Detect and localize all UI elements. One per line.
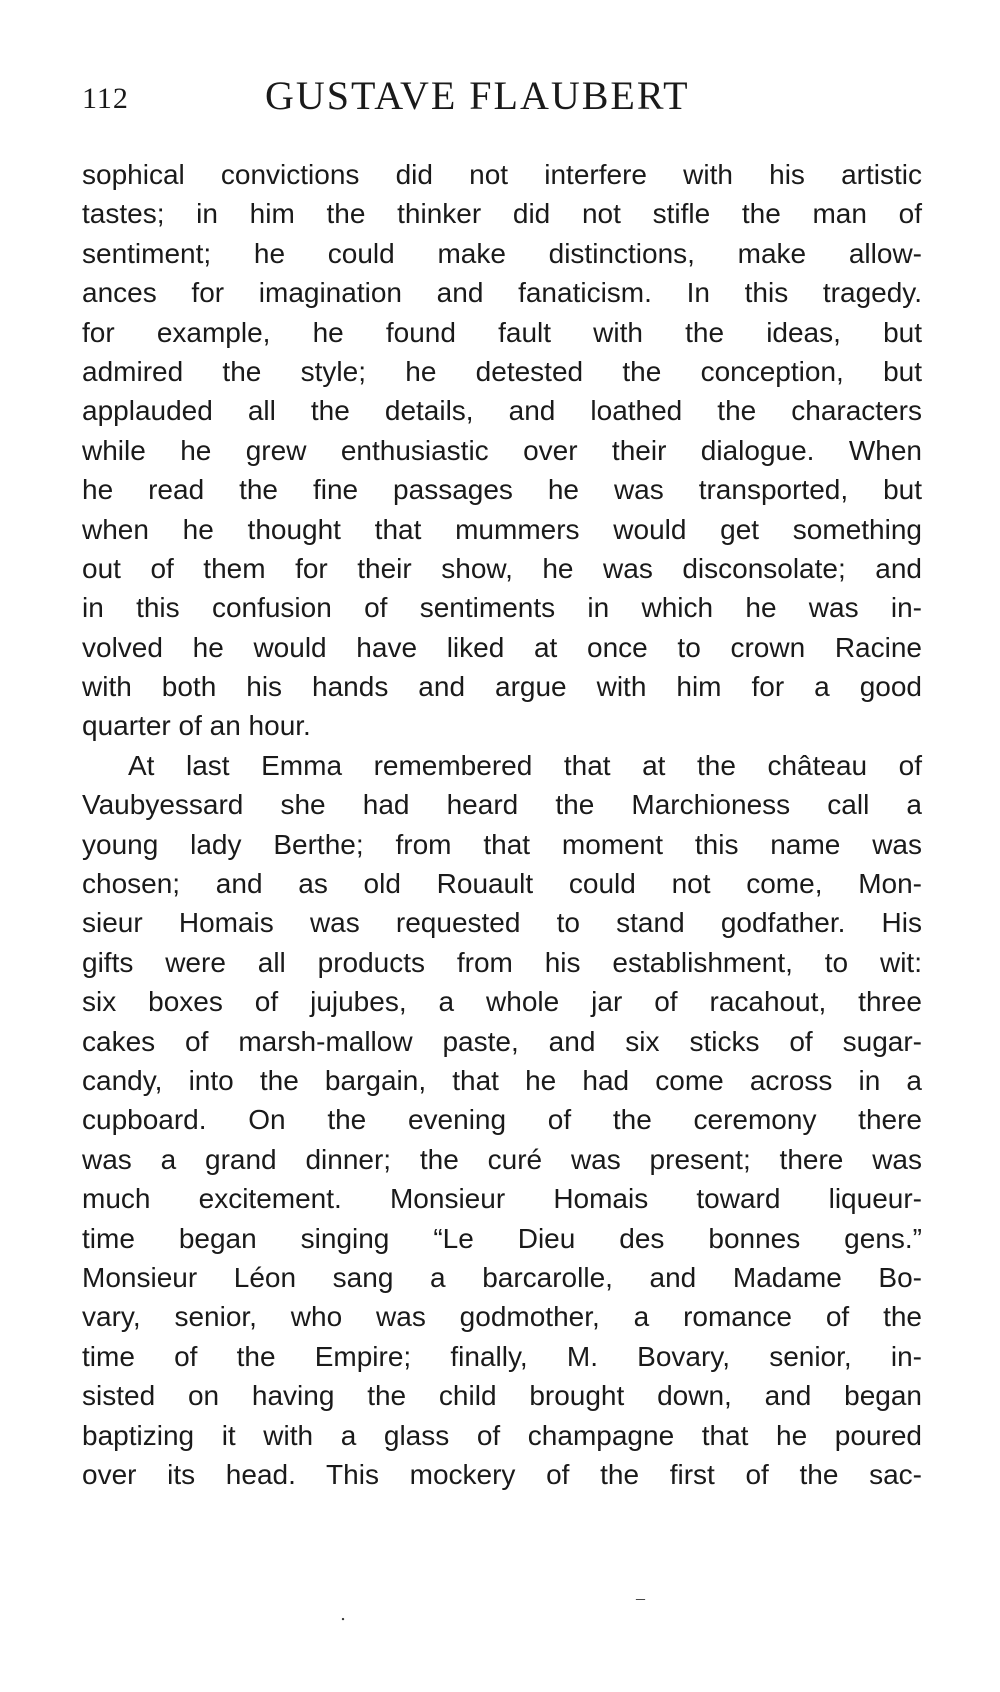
text-line: gifts were all products from his establishment, to wit: [82,946,922,978]
page-header [82,72,916,122]
text-line: applauded all the details, and loathed the characters [82,395,922,427]
print-speck-icon: ․ [340,1604,347,1624]
text-line: chosen; and as old Rouault could not come, Mon- [82,868,922,900]
text-line: sophical convictions did not interfere with his artistic [82,159,922,190]
text-line: candy, into the bargain, that he had come across in a [82,1064,922,1096]
text-line: while he grew enthusiastic over their dialogue. When [82,434,922,466]
text-line: over its head. This mockery of the first of the sac- [82,1458,922,1490]
paragraph [82,155,922,746]
text-line: young lady Berthe; from that moment this name was [82,828,922,860]
body-text [82,155,922,1494]
text-line: when he thought that mummers would get something [82,513,922,545]
text-line: was a grand dinner; the curé was present; there was [82,1143,922,1175]
text-line: cakes of marsh-mallow paste, and six sticks of sugar- [82,1025,922,1057]
paragraph [82,746,922,1494]
text-line: At last Emma remembered that at the château of [128,749,922,781]
text-line: sisted on having the child brought down, and began [82,1380,922,1412]
page-number: 112 [82,82,129,115]
text-line: baptizing it with a glass of champagne that he poured [82,1419,922,1451]
text-line: volved he would have liked at once to crown Racine [82,631,922,663]
text-line: in this confusion of sentiments in which he was in- [82,592,922,624]
print-speck-icon: – [636,1588,645,1608]
text-line: sentiment; he could make distinctions, make allow- [82,237,922,269]
text-line: he read the fine passages he was transported, but [82,474,922,506]
text-line: ances for imagination and fanaticism. In this tragedy. [82,277,922,309]
text-line: out of them for their show, he was disconsolate; and [82,552,922,584]
text-line: much excitement. Monsieur Homais toward liqueur- [82,1183,922,1215]
text-line: admired the style; he detested the conception, but [82,355,922,387]
text-line: six boxes of jujubes, a whole jar of racahout, three [82,986,922,1018]
text-line: sieur Homais was requested to stand godfather. His [82,907,922,939]
text-line: tastes; in him the thinker did not stifle the man of [82,198,922,230]
text-line: quarter of an hour. [82,710,311,742]
text-line: time began singing “Le Dieu des bonnes gens.” [82,1222,922,1254]
running-title: GUSTAVE FLAUBERT [265,73,690,118]
text-line: cupboard. On the evening of the ceremony there [82,1104,922,1136]
text-line: time of the Empire; finally, M. Bovary, senior, in- [82,1340,922,1372]
text-line: Vaubyessard she had heard the Marchioness call a [82,789,922,821]
text-line: vary, senior, who was godmother, a romance of the [82,1301,922,1333]
text-line: with both his hands and argue with him for a good [82,671,922,703]
text-line: for example, he found fault with the ideas, but [82,316,922,348]
text-line: Monsieur Léon sang a barcarolle, and Madame Bo- [82,1261,922,1293]
